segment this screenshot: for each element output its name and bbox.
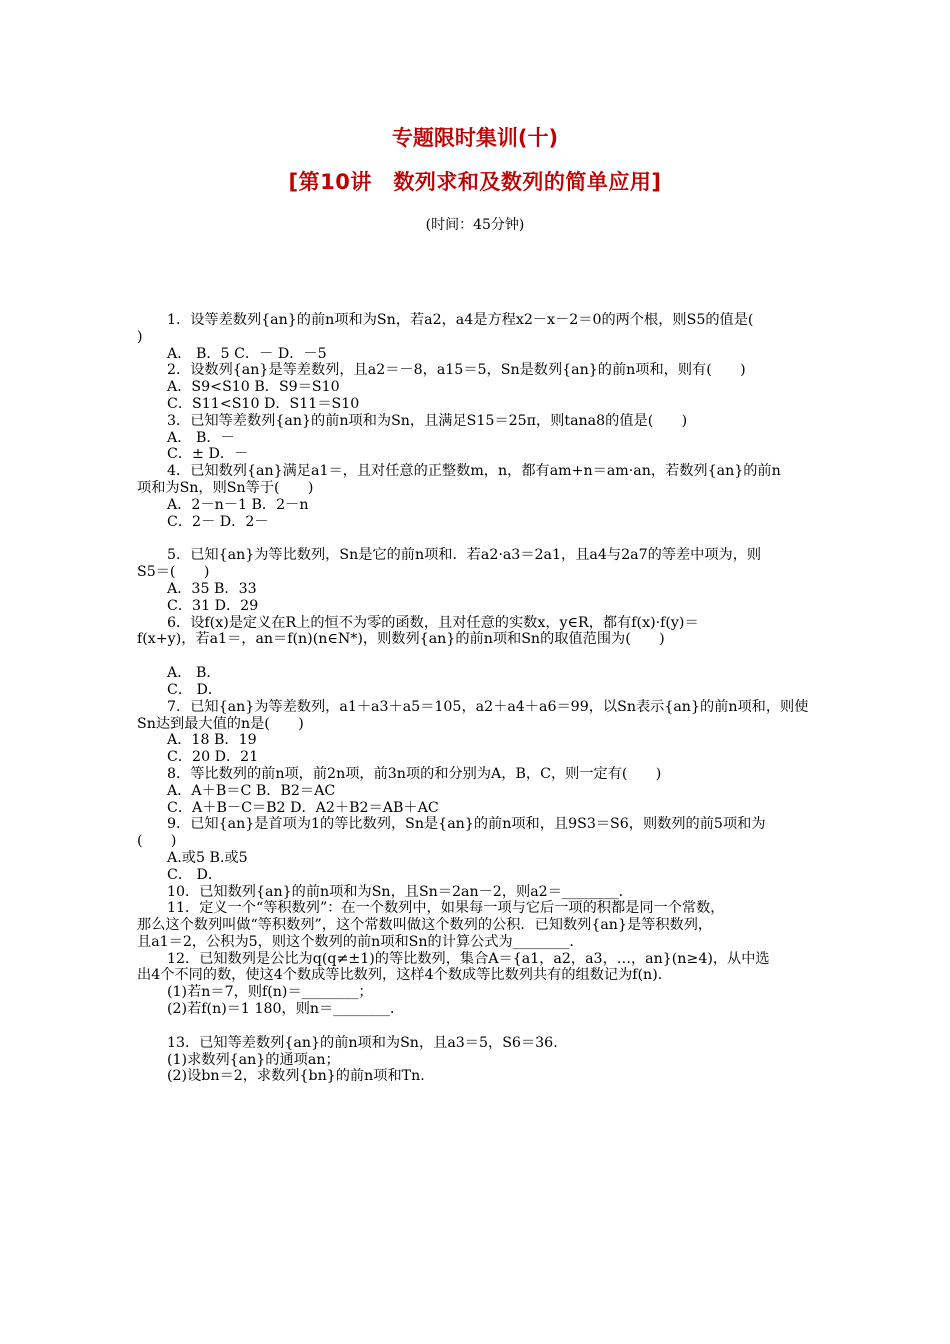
text-line: 3．已知等差数列{an}的前n项和为Sn，且满足S15＝25π，则tana8的值是( ) [167,412,688,429]
spacer [137,1018,817,1035]
text-line: 11．定义一个“等积数列”：在一个数列中，如果每一项与它后一项的积都是同一个常数， [167,900,725,917]
text-line: C．31 D．29 [167,597,259,614]
text-line: C．± D．－ [167,446,249,463]
problem-body [137,312,817,1085]
text-line: A．A＋B＝C B．B2＝AC [167,782,336,799]
text-line: (2)设bn＝2，求数列{bn}的前n项和Tn. [167,1068,425,1085]
text-line: 且a1＝2，公积为5，则这个数列的前n项和Sn的计算公式为________． [137,933,584,950]
text-line: 那么这个数列叫做“等积数列”，这个常数叫做这个数列的公积．已知数列{an}是等积数列， [137,917,713,934]
text-line: S5＝( ) [137,564,210,581]
text-line: C．2－ D．2－ [167,513,269,530]
text-line: A．35 B．33 [167,580,257,597]
text-line: 13．已知等差数列{an}的前n项和为Sn，且a3＝5，S6＝36. [167,1034,558,1051]
text-line: A.或5 B.或5 [167,849,248,866]
text-line: C．20 D．21 [167,749,259,766]
text-line: 2．设数列{an}是等差数列，且a2＝－8，a15＝5，Sn是数列{an}的前n项和，则有( ) [167,362,746,379]
text-line: f(x+y)，若a1＝，an＝f(n)(n∈N*)，则数列{an}的前n项和Sn的取值范围为( ) [137,631,665,648]
text-line: A． B．－ [167,429,235,446]
document-title: 专题限时集训(十) [391,126,559,150]
text-line: ( ) [137,833,177,850]
text-line: 1．设等差数列{an}的前n项和为Sn，若a2，a4是方程x2－x－2＝0的两个根，则S5的值是( [167,312,754,328]
text-line: C．A＋B－C＝B2 D．A2＋B2＝AB＋AC [167,799,439,816]
text-line: A．18 B．19 [167,732,257,749]
document-subtitle: [第10讲 数列求和及数列的简单应用] [288,170,662,194]
text-line: (1)若n＝7，则f(n)＝________； [167,984,373,1001]
text-line: A．S9<S10 B．S9＝S10 [167,379,340,396]
text-line: 项和为Sn，则Sn等于( ) [137,479,314,496]
text-line: A． B． [167,665,221,682]
text-line: (1)求数列{an}的通项an； [167,1051,340,1068]
time-limit: (时间：45分钟) [425,217,525,233]
spacer [137,648,817,665]
text-line: 12．已知数列是公比为q(q≠±1)的等比数列，集合A＝{a1，a2，a3，…，an}(n≥4)，从中选 [167,950,770,967]
text-line: C． D． [167,866,223,883]
text-line: ) [137,328,143,345]
text-line: 6．设f(x)是定义在R上的恒不为零的函数，且对任意的实数x，y∈R，都有f(x)·f(y)＝ [167,614,699,631]
text-line: 9．已知{an}是首项为1的等比数列，Sn是{an}的前n项和，且9S3＝S6，则数列的前5项和为 [167,816,766,833]
text-line: A． B．5 C．－ D．－5 [167,345,327,362]
text-line: C．S11<S10 D．S11＝S10 [167,395,360,412]
text-line: C． D． [167,681,223,698]
spacer [137,530,817,547]
text-line: 8．等比数列的前n项，前2n项，前3n项的和分别为A，B，C，则一定有( ) [167,765,662,782]
text-line: 4．已知数列{an}满足a1＝，且对任意的正整数m，n，都有am+n＝am·an，若数列{an}的前n [167,463,781,480]
text-line: Sn达到最大值的n是( ) [137,715,304,732]
text-line: 7．已知{an}为等差数列，a1＋a3＋a5＝105，a2＋a4＋a6＝99，以Sn表示{an}的前n项和，则使 [167,698,809,715]
text-line: 10．已知数列{an}的前n项和为Sn，且Sn＝2an－2，则a2＝________． [167,883,633,900]
text-line: (2)若f(n)＝1 180，则n＝________． [167,1001,405,1018]
text-line: A．2－n－1 B．2－n [167,496,309,513]
text-line: 5．已知{an}为等比数列，Sn是它的前n项和．若a2·a3＝2a1，且a4与2a7的等差中项为，则 [167,547,762,564]
text-line: 出4个不同的数，使这4个数成等比数列，这样4个数成等比数列共有的组数记为f(n)． [137,967,672,984]
